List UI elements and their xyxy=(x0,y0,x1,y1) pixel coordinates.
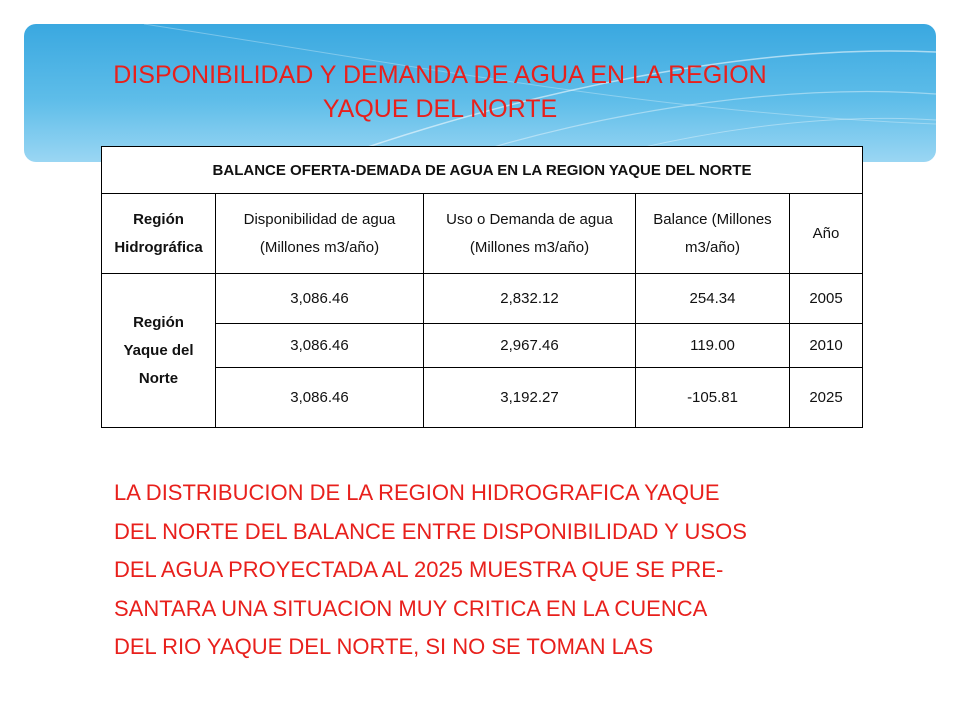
header-disponibilidad: Disponibilidad de agua (Millones m3/año) xyxy=(216,194,424,274)
header-balance: Balance (Millones m3/año) xyxy=(636,194,790,274)
balance-table xyxy=(101,146,863,428)
table-caption-row xyxy=(102,147,863,194)
cell-disponibilidad: 3,086.46 xyxy=(216,368,424,428)
table-header-row xyxy=(102,194,863,274)
body-paragraph: LA DISTRIBUCION DE LA REGION HIDROGRAFICA YAQUE DEL NORTE DEL BALANCE ENTRE DISPONIBILIDAD Y USOS DEL AGUA PROYECTADA AL 2025 MUESTRA QUE SE PRE- SANTARA UNA SITUACION MUY CRITICA EN LA CUENCA DEL RIO YAQUE DEL NORTE, SI NO SE TOMAN LAS xyxy=(114,480,747,659)
table-row xyxy=(102,274,863,324)
header-anio: Año xyxy=(790,194,863,274)
table-caption: BALANCE OFERTA-DEMADA DE AGUA EN LA REGION YAQUE DEL NORTE xyxy=(102,147,863,194)
cell-disponibilidad: 3,086.46 xyxy=(216,274,424,324)
cell-uso: 3,192.27 xyxy=(424,368,636,428)
slide-title-line-2: YAQUE DEL NORTE xyxy=(322,95,558,123)
table-row xyxy=(102,368,863,428)
slide-title-line-1: DISPONIBILIDAD Y DEMANDA DE AGUA EN LA REGION xyxy=(113,61,767,89)
cell-balance: 254.34 xyxy=(636,274,790,324)
cell-uso: 2,832.12 xyxy=(424,274,636,324)
cell-disponibilidad: 3,086.46 xyxy=(216,324,424,368)
header-region: Región Hidrográfica xyxy=(102,194,216,274)
cell-balance: -105.81 xyxy=(636,368,790,428)
table-row xyxy=(102,324,863,368)
slide-title xyxy=(60,58,820,126)
cell-anio: 2005 xyxy=(790,274,863,324)
region-name-cell: Región Yaque del Norte xyxy=(102,274,216,428)
cell-anio: 2010 xyxy=(790,324,863,368)
header-uso: Uso o Demanda de agua (Millones m3/año) xyxy=(424,194,636,274)
cell-uso: 2,967.46 xyxy=(424,324,636,368)
cell-balance: 119.00 xyxy=(636,324,790,368)
cell-anio: 2025 xyxy=(790,368,863,428)
